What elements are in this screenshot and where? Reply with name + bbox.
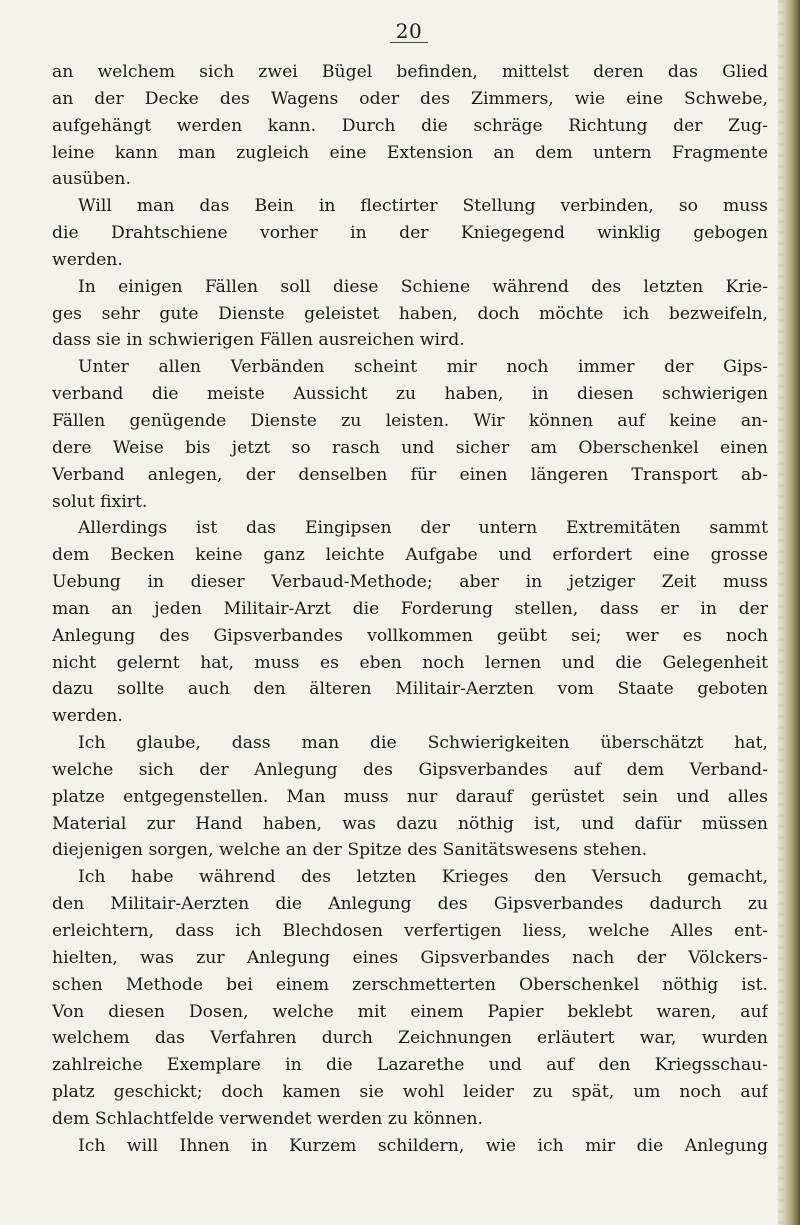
text-line: zahlreiche Exemplare in die Lazarethe und auf den Kriegsschau- [52, 1055, 768, 1076]
text-line: Uebung in dieser Verbaud-Methode; aber in jetziger Zeit muss [52, 572, 768, 593]
text-line: Allerdings ist das Eingipsen der untern Extremitäten sammt [78, 518, 768, 539]
text-line: Ich glaube, dass man die Schwierigkeiten überschätzt hat, [78, 733, 768, 754]
page-number-text: 20 [390, 21, 428, 43]
text-line: dass sie in schwierigen Fällen ausreichen wird. [52, 330, 465, 351]
text-line: ges sehr gute Dienste geleistet haben, doch möchte ich bezweifeln, [52, 303, 768, 324]
text-line: Fällen genügende Dienste zu leisten. Wir können auf keine an- [52, 410, 768, 431]
text-line: dem Becken keine ganz leichte Aufgabe und erfordert eine grosse [52, 545, 768, 566]
text-line: In einigen Fällen soll diese Schiene während des letzten Krie- [78, 276, 768, 297]
text-line: Unter allen Verbänden scheint mir noch immer der Gips- [78, 357, 768, 378]
text-line: Ich will Ihnen in Kurzem schildern, wie ich mir die Anlegung [78, 1135, 768, 1156]
text-line: ausüben. [52, 169, 131, 190]
text-line: aufgehängt werden kann. Durch die schräge Richtung der Zug- [52, 115, 768, 136]
text-line: dem Schlachtfelde verwendet werden zu können. [52, 1108, 484, 1129]
text-line: Anlegung des Gipsverbandes vollkommen geübt sei; wer es noch [52, 625, 768, 646]
text-line: leine kann man zugleich eine Extension an dem untern Fragmente [52, 142, 768, 163]
body-text [52, 59, 768, 1160]
text-line: hielten, was zur Anlegung eines Gipsverbandes nach der Völckers- [52, 947, 768, 968]
text-line: an welchem sich zwei Bügel befinden, mittelst deren das Glied [52, 62, 768, 82]
text-line: Material zur Hand haben, was dazu nöthig ist, und dafür müssen [52, 813, 768, 834]
text-line: Verband anlegen, der denselben für einen längeren Transport ab- [52, 464, 768, 485]
text-line: erleichtern, dass ich Blechdosen verfertigen liess, welche Alles ent- [52, 921, 768, 941]
text-line: den Militair-Aerzten die Anlegung des Gipsverbandes dadurch zu [52, 894, 768, 915]
text-line: diejenigen sorgen, welche an der Spitze des Sanitätswesens stehen. [52, 840, 648, 861]
text-line: schen Methode bei einem zerschmetterten Oberschenkel nöthig ist. [52, 974, 768, 995]
text-line: solut fixirt. [52, 491, 148, 512]
text-line: werden. [52, 706, 123, 727]
text-line: werden. [52, 249, 123, 270]
text-line: welchem das Verfahren durch Zeichnungen erläutert war, wurden [52, 1028, 768, 1049]
page-binding-edge [778, 0, 800, 1225]
text-line: verband die meiste Aussicht zu haben, in diesen schwierigen [52, 384, 768, 405]
text-line: dazu sollte auch den älteren Militair-Aerzten vom Staate geboten [52, 679, 768, 700]
text-line: platz geschickt; doch kamen sie wohl leider zu spät, um noch auf [52, 1082, 768, 1103]
text-line: platze entgegenstellen. Man muss nur darauf gerüstet sein und alles [52, 786, 768, 807]
text-line: Von diesen Dosen, welche mit einem Papier beklebt waren, auf [52, 1001, 768, 1022]
text-line: man an jeden Militair-Arzt die Forderung stellen, dass er in der [52, 598, 768, 619]
text-line: an der Decke des Wagens oder des Zimmers, wie eine Schwebe, [52, 88, 768, 109]
text-line: dere Weise bis jetzt so rasch und sicher am Oberschenkel einen [52, 437, 768, 458]
text-line: welche sich der Anlegung des Gipsverbandes auf dem Verband- [52, 759, 768, 780]
text-line: Will man das Bein in flectirter Stellung verbinden, so muss [78, 196, 768, 217]
text-line: die Drahtschiene vorher in der Kniegegend winklig gebogen [52, 223, 768, 244]
text-line: nicht gelernt hat, muss es eben noch lernen und die Gelegenheit [52, 652, 768, 673]
text-line: Ich habe während des letzten Krieges den Versuch gemacht, [78, 867, 768, 888]
page-number [0, 19, 800, 43]
